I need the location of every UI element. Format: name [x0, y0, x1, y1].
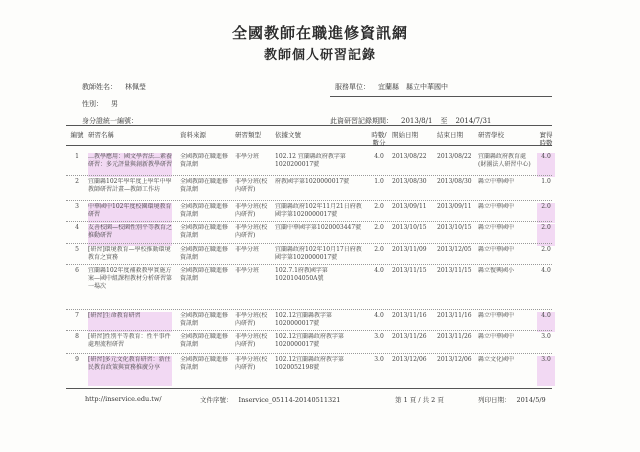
row-divider — [66, 221, 552, 222]
cell-start: 2013/11/16 — [392, 312, 427, 319]
cell-doc: 府教國字第1020000017號 — [275, 178, 350, 185]
cell-credit: 2.0 — [537, 203, 555, 223]
cell-name: 中華國中102年度校園環境教育研習 — [88, 203, 172, 223]
col-type-header: 研習類型 — [235, 131, 261, 139]
cell-end: 2013/08/22 — [437, 153, 472, 160]
cell-end: 2013/08/30 — [437, 178, 472, 185]
cell-type: 非學分班 — [235, 267, 260, 274]
school-value: 宜蘭縣 縣立中華國中 — [378, 83, 448, 91]
cell-hours: 4.0 — [374, 312, 384, 319]
cell-source: 全國教師在職進修資訊網 — [180, 153, 229, 168]
cell-source: 全國教師在職進修資訊網 — [180, 224, 229, 239]
range-label: 此資研習記錄期間： — [330, 117, 393, 125]
gender-line — [82, 99, 118, 109]
cell-doc: 102.12宜蘭縣教字第1020000017號 — [275, 312, 332, 327]
cell-school: 縣立中華國中 — [478, 178, 515, 185]
cell-type: 非學分班 — [235, 153, 260, 160]
cell-credit: 4.0 — [541, 267, 551, 274]
gender-label: 性別： — [82, 100, 103, 108]
cell-source: 全國教師在職進修資訊網 — [180, 178, 229, 193]
cell-start: 2013/12/06 — [392, 356, 427, 363]
row-divider — [66, 243, 552, 244]
cell-start: 2013/08/22 — [392, 153, 427, 160]
school-line — [335, 82, 448, 92]
cell-school: 縣立復興國小 — [478, 267, 515, 274]
cell-source: 全國教師在職進修資訊網 — [180, 203, 229, 218]
cell-name: [研習]性別平等教育：性平事件處理流程研習 — [88, 333, 171, 348]
cell-no: 6 — [75, 267, 79, 274]
range-to: 2014/7/31 — [455, 117, 492, 125]
col-start-header: 開始日期 — [392, 131, 418, 139]
cell-no: 7 — [75, 312, 79, 319]
cell-end: 2013/12/05 — [437, 246, 472, 253]
cell-name: [研習]環境教育—學校推動環境教育之實務 — [88, 246, 171, 261]
cell-name: 宜蘭縣102年度補救教學實施方案—國中組課程教材分析研習第一場次 — [88, 267, 172, 290]
cell-start: 2013/11/15 — [392, 267, 427, 274]
cell-credit: 4.0 — [537, 153, 555, 177]
cell-no: 8 — [75, 333, 79, 340]
cell-source: 全國教師在職進修資訊網 — [180, 356, 229, 371]
cell-type: 非學分班(校內研習) — [235, 312, 268, 327]
cell-type: 非學分班(校內研習) — [235, 224, 268, 239]
cell-school: 縣立中華國中 — [478, 224, 515, 231]
cell-end: 2013/11/26 — [437, 333, 472, 340]
cell-hours: 2.0 — [374, 224, 384, 231]
cell-end: 2013/11/16 — [437, 312, 472, 319]
col-school-header: 研習學校 — [478, 131, 504, 139]
doc-number: Inservice_05114-20140511321 — [238, 396, 341, 404]
col-hours-header: 時數/數分 — [371, 131, 387, 147]
cell-credit: 1.0 — [541, 178, 551, 185]
cell-no: 9 — [75, 356, 79, 363]
cell-start: 2013/10/15 — [392, 224, 427, 231]
cell-hours: 1.0 — [374, 178, 384, 185]
range-from: 2013/8/1 — [401, 117, 433, 125]
cell-school: 宜蘭縣政府教育處(財團法人研習中心) — [478, 153, 531, 168]
cell-start: 2013/11/09 — [392, 246, 427, 253]
cell-source: 全國教師在職進修資訊網 — [180, 333, 229, 348]
cell-name: 友善校園—校園性別平等教育之推動研習 — [88, 224, 172, 246]
cell-doc: 102.7.1府教國字第1020104050A號 — [275, 267, 328, 282]
teacher-name-label: 教師姓名： — [82, 83, 117, 91]
cell-start: 2013/09/11 — [392, 203, 427, 210]
range-to-label: 至 — [440, 117, 448, 125]
cell-hours: 4.0 — [374, 267, 384, 274]
col-doc-header: 依據文號 — [275, 131, 301, 139]
page-number: 第 1 頁 / 共 2 頁 — [395, 396, 444, 404]
footer-print — [478, 395, 546, 404]
cell-type: 非學分班(校內研習) — [235, 333, 268, 348]
cell-doc: 宜蘭中華國字第1020003447號 — [275, 224, 362, 231]
table-top-rule — [66, 125, 552, 126]
table-bottom-rule — [66, 388, 552, 389]
cell-type: 非學分班 — [235, 246, 260, 253]
footer-url[interactable]: http://inservice.edu.tw/ — [85, 395, 162, 403]
school-underline — [330, 96, 552, 97]
cell-start: 2013/08/30 — [392, 178, 427, 185]
cell-source: 全國教師在職進修資訊網 — [180, 246, 229, 261]
col-source-header: 資料來源 — [180, 131, 206, 139]
cell-no: 5 — [75, 246, 79, 253]
page-title: 全國教師在職進修資訊網 — [231, 24, 408, 42]
cell-end: 2013/12/06 — [437, 356, 472, 363]
print-date: 2014/5/9 — [516, 396, 546, 404]
row-divider — [66, 175, 552, 176]
cell-school: 縣立中華國中 — [478, 312, 515, 319]
cell-name: 宜蘭縣102年學年度上學年中學教師研習計畫—教師工作坊 — [88, 178, 172, 193]
col-number-header: 編號 — [70, 131, 84, 139]
cell-credit: 2.0 — [541, 246, 551, 253]
row-divider — [66, 264, 552, 265]
row-divider — [66, 309, 552, 310]
cell-hours: 4.0 — [374, 153, 384, 160]
cell-school: 縣立中華國中 — [478, 246, 515, 253]
cell-start: 2013/11/26 — [392, 333, 427, 340]
footer-doc — [200, 395, 340, 404]
col-end-header: 結束日期 — [437, 131, 463, 139]
cell-name: [研習]生命教育研習 — [88, 312, 172, 332]
cell-hours: 3.0 — [374, 356, 384, 363]
id-label: 身分證統一編號： — [82, 117, 138, 125]
cell-no: 1 — [75, 153, 79, 160]
page-subtitle: 教師個人研習記錄 — [263, 48, 376, 63]
teacher-name: 林佩瑩 — [125, 83, 146, 91]
cell-no: 2 — [75, 178, 79, 185]
cell-source: 全國教師在職進修資訊網 — [180, 312, 229, 327]
cell-doc: 102.12宜蘭縣政府教字第1020052198號 — [275, 356, 344, 371]
cell-name: [研習]多元文化教育研習：新住民教育政策與實務推廣分享 — [88, 356, 172, 386]
cell-hours: 2.0 — [374, 246, 384, 253]
school-label: 服務單位： — [335, 83, 370, 91]
cell-credit: 3.0 — [537, 356, 555, 386]
cell-end: 2013/09/11 — [437, 203, 472, 210]
cell-school: 縣立中華國中 — [478, 203, 515, 210]
cell-end: 2013/11/15 — [437, 267, 472, 274]
cell-name: …教學應用：國文學習法…素養研習：多元評量與創新教學研習 — [88, 153, 172, 177]
cell-source: 全國教師在職進修資訊網 — [180, 267, 229, 282]
col-credit-header: 實得時數 — [539, 131, 553, 147]
cell-doc: 宜蘭縣政府102年11月21日府教國字第1020000017號 — [275, 203, 362, 218]
cell-type: 非學分班(校內研習) — [235, 356, 268, 371]
cell-hours: 2.0 — [374, 203, 384, 210]
table-header-rule — [66, 145, 552, 146]
gender-value: 男 — [111, 100, 118, 108]
cell-doc: 102.12宜蘭縣政府教字第1020000017號 — [275, 333, 344, 348]
cell-doc: 宜蘭縣政府102年10月17日府教國字第1020000017號 — [275, 246, 362, 261]
cell-credit: 4.0 — [537, 312, 555, 332]
row-divider — [66, 353, 552, 354]
row-divider — [66, 200, 552, 201]
cell-type: 非學分班(校內研習) — [235, 178, 268, 193]
cell-credit: 3.0 — [541, 333, 551, 340]
print-label: 列印日期： — [478, 396, 511, 404]
cell-credit: 2.0 — [537, 224, 555, 246]
cell-end: 2013/10/15 — [437, 224, 472, 231]
cell-school: 縣立中華國中 — [478, 333, 515, 340]
row-divider — [66, 330, 552, 331]
col-name-header: 研習名稱 — [88, 131, 114, 139]
cell-school: 縣立文化國中 — [478, 356, 515, 363]
cell-hours: 3.0 — [374, 333, 384, 340]
cell-doc: 102.12 宜蘭縣政府教字第1020200017號 — [275, 153, 346, 168]
cell-no: 3 — [75, 203, 79, 210]
cell-no: 4 — [75, 224, 79, 231]
teacher-name-line — [82, 82, 146, 92]
cell-type: 非學分班(校內研習) — [235, 203, 268, 218]
doc-label: 文件序號： — [200, 396, 233, 404]
